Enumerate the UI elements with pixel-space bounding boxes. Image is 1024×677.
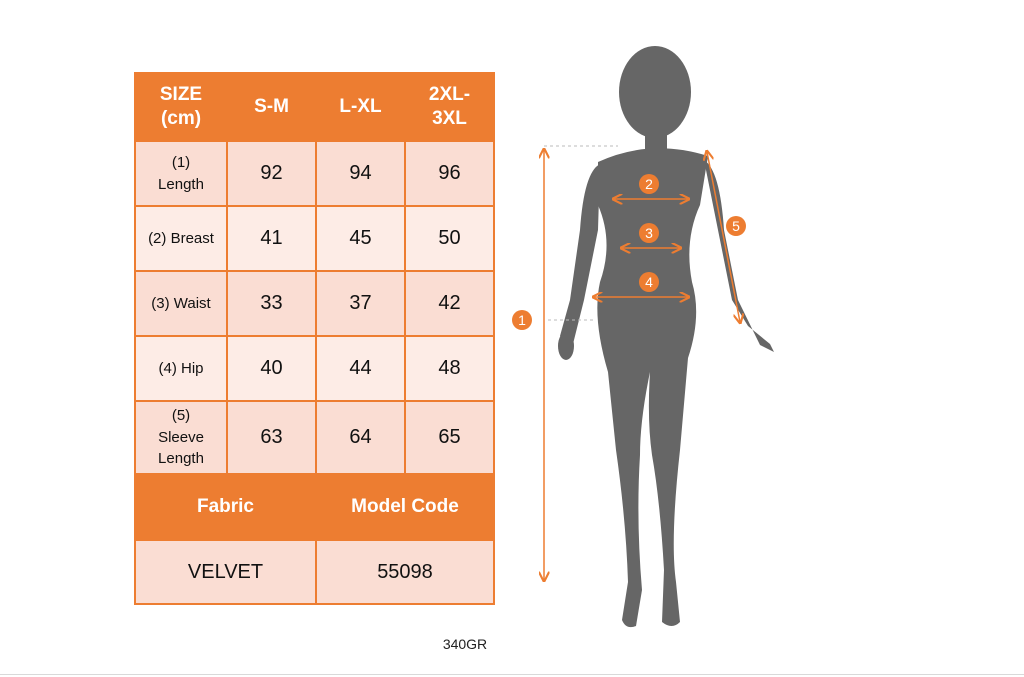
marker-1 bbox=[512, 310, 532, 330]
sleeve-arrow bbox=[707, 152, 740, 322]
table-cell: 50 bbox=[405, 206, 494, 271]
marker-3 bbox=[639, 223, 659, 243]
table-row-waist bbox=[135, 271, 494, 336]
woman-silhouette bbox=[558, 46, 774, 627]
marker-3-label: 3 bbox=[645, 225, 653, 241]
table-cell: 45 bbox=[316, 206, 405, 271]
size-2xl-3xl-header bbox=[405, 73, 494, 141]
row-label-waist: (3) Waist bbox=[135, 271, 227, 336]
table-cell: 33 bbox=[227, 271, 316, 336]
row-label-length bbox=[135, 141, 227, 206]
table-cell: 37 bbox=[316, 271, 405, 336]
table-row-breast bbox=[135, 206, 494, 271]
table-row-hip bbox=[135, 336, 494, 401]
row-label-hip: (4) Hip bbox=[135, 336, 227, 401]
size-s-m-header: S-M bbox=[227, 73, 316, 141]
table-cell: 94 bbox=[316, 141, 405, 206]
fabric-header-row bbox=[135, 474, 494, 540]
label-line: Length bbox=[158, 450, 204, 468]
table-cell: 65 bbox=[405, 401, 494, 474]
label-line: Length bbox=[158, 175, 204, 193]
marker-5-label: 5 bbox=[732, 218, 740, 234]
size-2xl-line2: 3XL bbox=[432, 108, 467, 129]
size-chart-table bbox=[134, 72, 495, 605]
label-line: (1) bbox=[171, 153, 191, 171]
size-2xl-line1: 2XL- bbox=[428, 84, 471, 106]
table-header-row bbox=[135, 73, 494, 141]
marker-5 bbox=[726, 216, 746, 236]
table-cell: 96 bbox=[405, 141, 494, 206]
weight-note: 340GR bbox=[442, 636, 488, 652]
marker-4-label: 4 bbox=[645, 274, 653, 290]
model-code-value: 55098 bbox=[316, 540, 494, 604]
table-cell: 41 bbox=[227, 206, 316, 271]
size-header-line1: SIZE bbox=[159, 84, 203, 106]
fabric-header: Fabric bbox=[135, 474, 316, 540]
body-measurement-figure bbox=[500, 30, 800, 640]
size-unit-header bbox=[135, 73, 227, 141]
label-line: (5) bbox=[171, 406, 191, 424]
table-cell: 92 bbox=[227, 141, 316, 206]
row-label-sleeve-length bbox=[135, 401, 227, 474]
table-cell: 42 bbox=[405, 271, 494, 336]
label-line: Sleeve bbox=[158, 428, 204, 446]
size-l-xl-header: L-XL bbox=[316, 73, 405, 141]
marker-1-label: 1 bbox=[518, 312, 526, 328]
table-cell: 63 bbox=[227, 401, 316, 474]
table-cell: 44 bbox=[316, 336, 405, 401]
marker-2 bbox=[639, 174, 659, 194]
marker-2-label: 2 bbox=[645, 176, 653, 192]
row-label-breast: (2) Breast bbox=[135, 206, 227, 271]
model-code-header: Model Code bbox=[316, 474, 494, 540]
fabric-value-row bbox=[135, 540, 494, 604]
table-cell: 40 bbox=[227, 336, 316, 401]
table-cell: 48 bbox=[405, 336, 494, 401]
bottom-divider bbox=[0, 674, 1024, 675]
table-row-length bbox=[135, 141, 494, 206]
table-row-sleeve-length bbox=[135, 401, 494, 474]
table-cell: 64 bbox=[316, 401, 405, 474]
size-header-line2: (cm) bbox=[160, 108, 202, 129]
marker-4 bbox=[639, 272, 659, 292]
fabric-value: VELVET bbox=[135, 540, 316, 604]
